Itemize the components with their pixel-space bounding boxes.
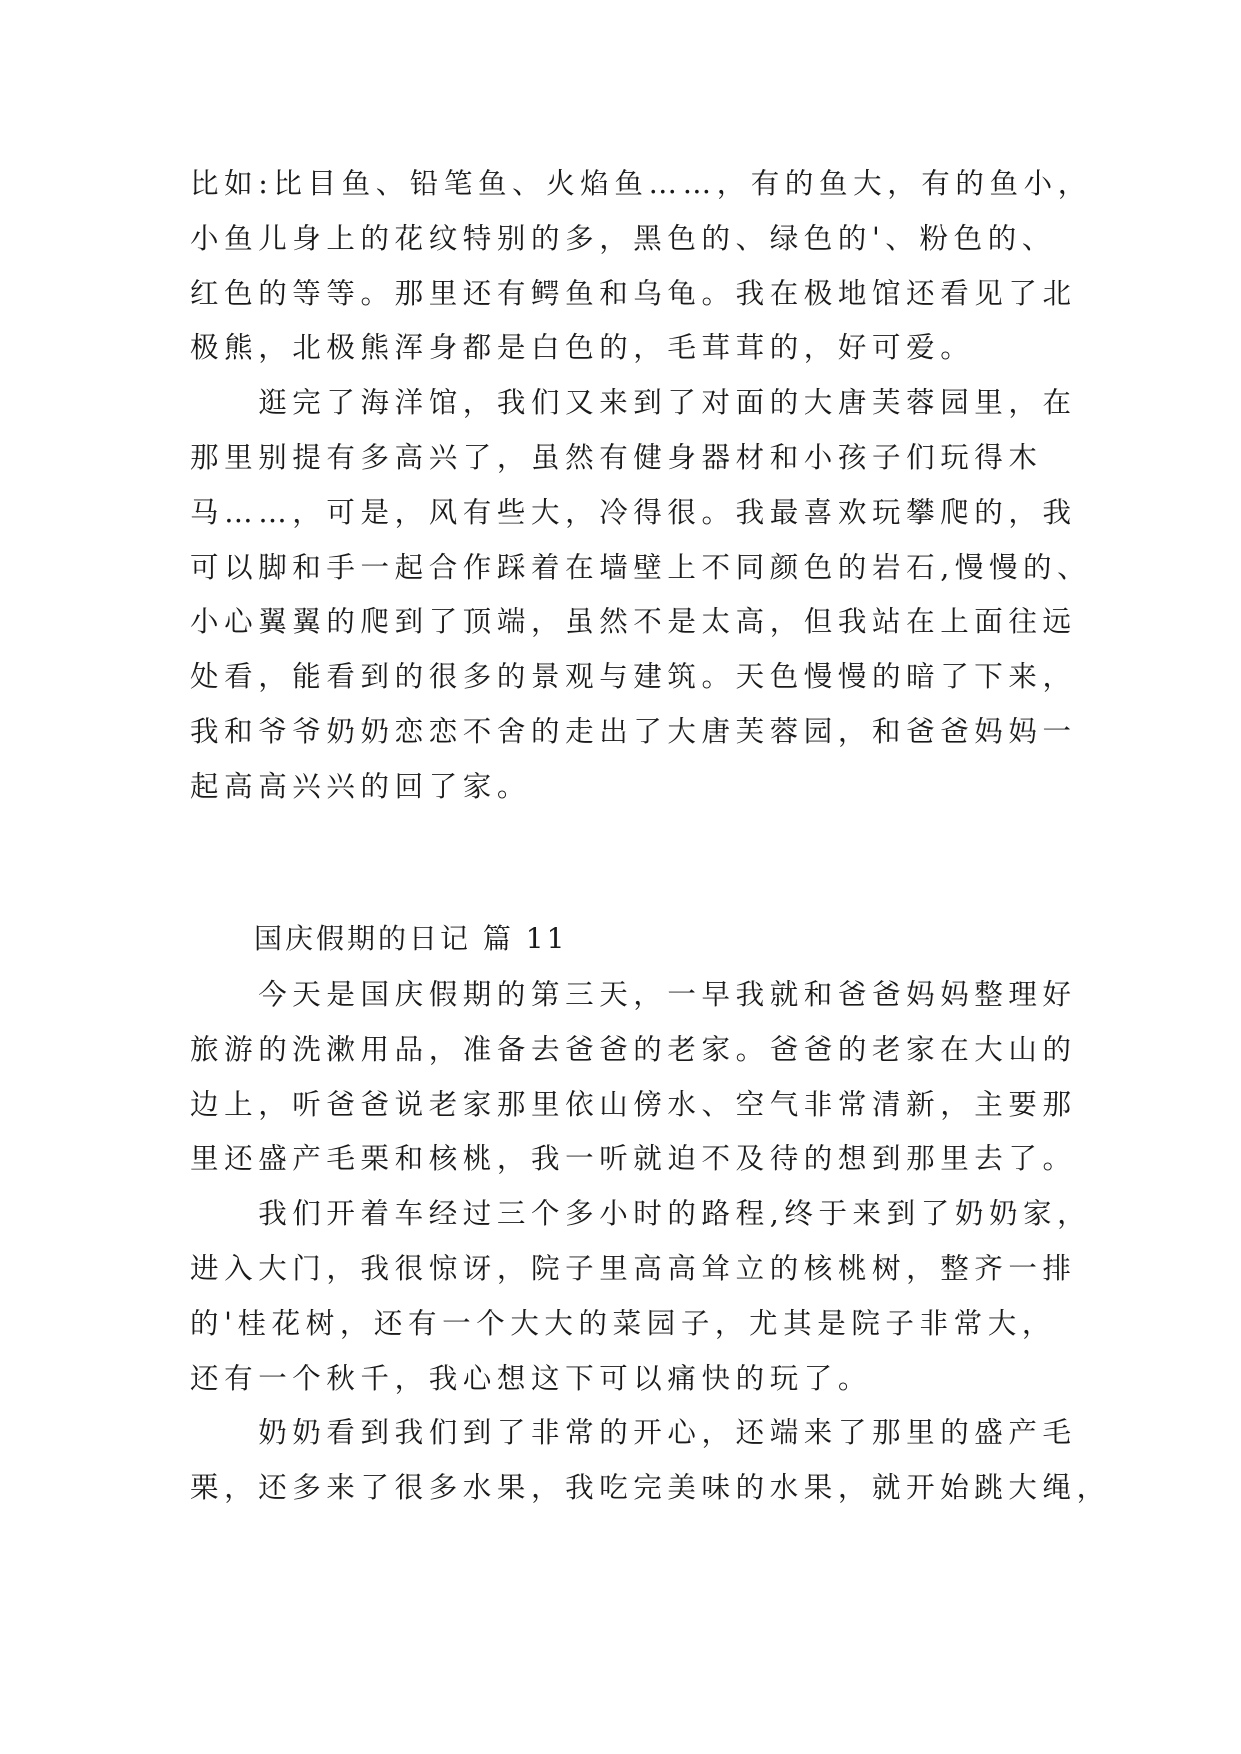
text-line: 马……，可是，风有些大，冷得很。我最喜欢玩攀爬的，我 bbox=[190, 495, 1077, 529]
paragraph-block-1 bbox=[190, 157, 1092, 815]
text-line: 边上，听爸爸说老家那里依山傍水、空气非常清新，主要那 bbox=[190, 1087, 1077, 1121]
paragraph-block-2 bbox=[190, 968, 1111, 1516]
text-line: 起高高兴兴的回了家。 bbox=[190, 769, 532, 803]
text-line: 我们开着车经过三个多小时的路程,终于来到了奶奶家， bbox=[190, 1197, 1092, 1231]
text-line: 处看，能看到的很多的景观与建筑。天色慢慢的暗了下来， bbox=[190, 660, 1077, 694]
text-line: 红色的等等。那里还有鳄鱼和乌龟。我在极地馆还看见了北 bbox=[190, 276, 1077, 310]
text-line: 比如:比目鱼、铅笔鱼、火焰鱼……，有的鱼大，有的鱼小， bbox=[190, 167, 1092, 200]
text-line: 逛完了海洋馆，我们又来到了对面的大唐芙蓉园里，在 bbox=[190, 386, 1077, 420]
text-line: 可以脚和手一起合作踩着在墙壁上不同颜色的岩石,慢慢的、 bbox=[190, 550, 1092, 584]
text-line: 的'桂花树，还有一个大大的菜园子，尤其是院子非常大， bbox=[190, 1306, 1056, 1340]
text-line: 进入大门，我很惊讶，院子里高高耸立的核桃树，整齐一排 bbox=[190, 1251, 1077, 1285]
text-line: 还有一个秋千，我心想这下可以痛快的玩了。 bbox=[190, 1361, 873, 1395]
text-line: 那里别提有多高兴了，虽然有健身器材和小孩子们玩得木 bbox=[190, 440, 1043, 474]
text-line: 小心翼翼的爬到了顶端，虽然不是太高，但我站在上面往远 bbox=[190, 605, 1077, 639]
text-line: 我和爷爷奶奶恋恋不舍的走出了大唐芙蓉园，和爸爸妈妈一 bbox=[190, 714, 1077, 748]
text-line: 栗，还多来了很多水果，我吃完美味的水果，就开始跳大绳， bbox=[190, 1471, 1111, 1505]
text-line: 旅游的洗漱用品，准备去爸爸的老家。爸爸的老家在大山的 bbox=[190, 1032, 1077, 1066]
text-line: 今天是国庆假期的第三天，一早我就和爸爸妈妈整理好 bbox=[190, 978, 1077, 1011]
section-title: 国庆假期的日记 篇 11 bbox=[254, 922, 568, 955]
text-line: 奶奶看到我们到了非常的开心，还端来了那里的盛产毛 bbox=[190, 1416, 1077, 1450]
text-line: 里还盛产毛栗和核桃，我一听就迫不及待的想到那里去了。 bbox=[190, 1142, 1077, 1176]
text-line: 小鱼儿身上的花纹特别的多，黑色的、绿色的'、粉色的、 bbox=[190, 221, 1056, 255]
text-line: 极熊，北极熊浑身都是白色的，毛茸茸的，好可爱。 bbox=[190, 331, 975, 365]
